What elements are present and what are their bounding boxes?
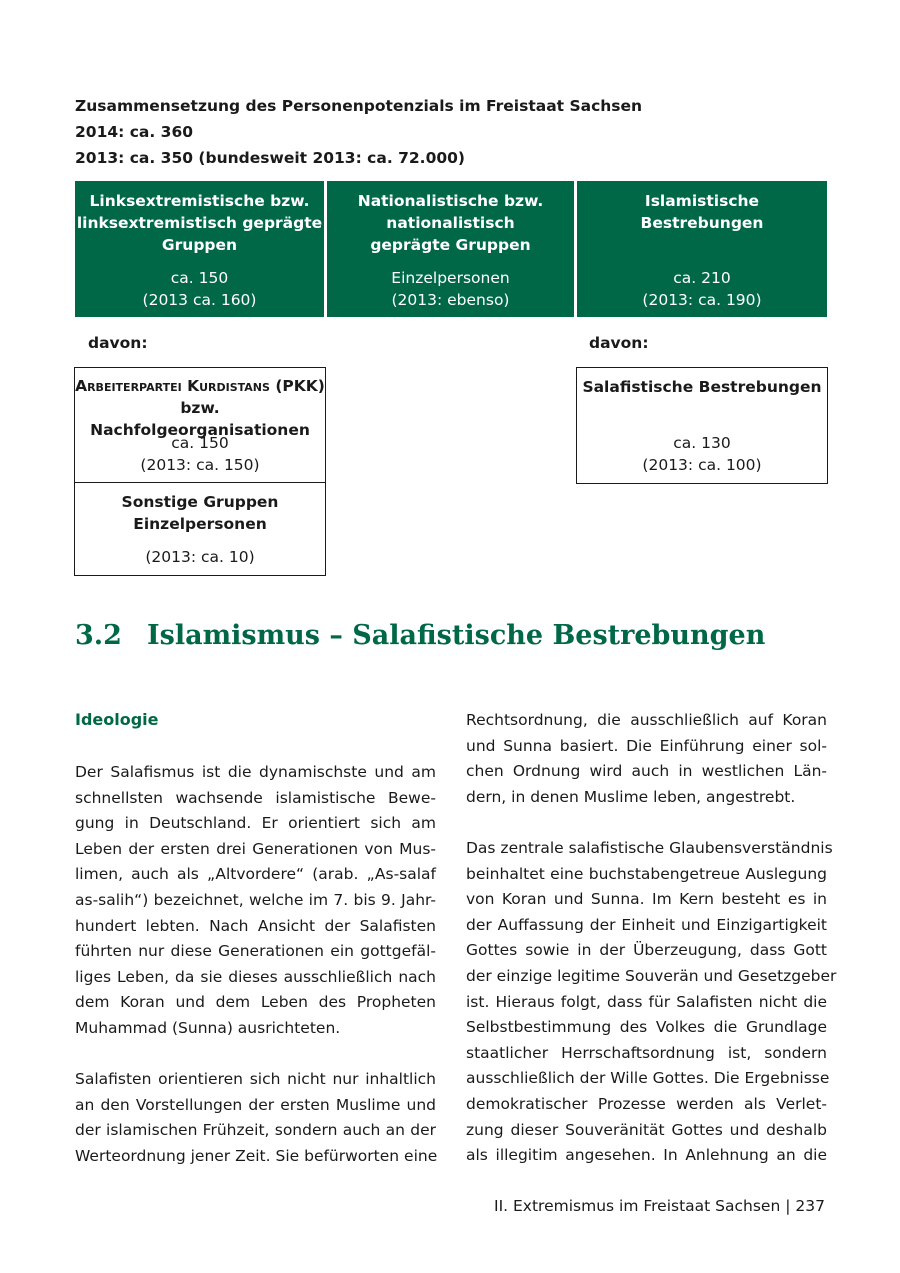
footer-separator: |	[785, 1197, 791, 1215]
text-line: zung dieser Souveränität Gottes und deshalb	[466, 1120, 827, 1139]
box-title-line: bzw. Nachfolgeorganisationen	[90, 399, 310, 439]
footer-text: II. Extremismus im Freistaat Sachsen	[494, 1197, 781, 1215]
box-value-prev: (2013 ca. 160)	[142, 291, 257, 309]
box-title-line: linksextremistisch geprägte	[76, 214, 323, 232]
paragraph	[75, 760, 436, 1042]
text-line: Rechtsordnung, die ausschließlich auf Koran	[466, 711, 827, 729]
subheading: Ideologie	[75, 710, 159, 729]
box-title-line: Nationalistische bzw.	[357, 192, 544, 210]
box-value: ca. 210	[673, 269, 731, 287]
paragraph	[75, 1067, 436, 1169]
text-line: Muhammad (Sunna) ausrichteten.	[75, 1018, 341, 1037]
box-value-prev: (2013: ca. 190)	[642, 291, 762, 309]
text-line: von Koran und Sunna. Im Kern besteht es in	[466, 890, 827, 909]
text-line: staatlicher Herrschaftsordnung ist, sondern	[466, 1043, 827, 1062]
box-title-line: Islamistische	[644, 192, 760, 210]
davon-right-label: davon:	[589, 334, 649, 352]
text-line: chen Ordnung wird auch in westlichen Län-	[466, 762, 827, 781]
caption-2014: 2014: ca. 360	[75, 123, 194, 141]
box-salafist	[576, 367, 828, 484]
text-line: an den Vorstellungen der ersten Muslime und	[75, 1095, 436, 1114]
box-value: ca. 150	[171, 434, 229, 452]
caption-title: Zusammensetzung des Personenpotenzials im Freistaat Sachsen	[75, 97, 643, 115]
text-line: as-salih“) bezeichnet, welche im 7. bis 9. Jahr-	[75, 890, 436, 909]
text-line: der islamischen Frühzeit, sondern auch an der	[75, 1121, 436, 1140]
text-line: Salafisten orientieren sich nicht nur inhaltlich	[75, 1070, 436, 1089]
box-sonstige	[74, 482, 326, 576]
caption-2013: 2013: ca. 350 (bundesweit 2013: ca. 72.000)	[75, 149, 466, 167]
box-title-line: nationalistisch	[386, 214, 515, 232]
text-line: dern, in denen Muslime leben, angestrebt.	[466, 787, 796, 806]
box-value-prev: (2013: ca. 10)	[145, 548, 255, 566]
box-value: ca. 150	[170, 269, 229, 287]
box-values	[75, 432, 325, 476]
text-line: Leben der ersten drei Generationen von Mus-	[75, 839, 436, 858]
text-line: limen, auch als „Altvordere“ (arab. „As-salaf	[75, 865, 436, 884]
box-values	[75, 267, 324, 311]
text-line: Gottes sowie in der Überzeugung, dass Gott	[466, 941, 827, 960]
table-caption	[75, 93, 642, 171]
box-title-line: Sonstige Gruppen	[121, 493, 279, 511]
box-left-extremism	[75, 181, 324, 317]
text-line: Der Salafismus ist die dynamischste und am	[75, 763, 436, 781]
text-line: dem Koran und dem Leben des Propheten	[75, 993, 436, 1012]
box-values	[75, 546, 325, 568]
text-line: demokratischer Prozesse werden als Verlet-	[466, 1094, 827, 1113]
text-line: und Sunna basiert. Die Einführung einer sol-	[466, 736, 827, 755]
text-line: Das zentrale salafistische Glaubensverständnis	[466, 838, 833, 857]
page-footer	[494, 1197, 825, 1215]
box-title-line: Einzelpersonen	[133, 515, 267, 533]
text-line: Werteordnung jener Zeit. Sie befürworten eine	[75, 1146, 438, 1165]
section-heading	[75, 620, 765, 651]
paragraph	[466, 708, 827, 810]
text-line: gung in Deutschland. Er orientiert sich am	[75, 814, 436, 833]
section-title: Islamismus – Salafistische Bestrebungen	[147, 620, 766, 651]
box-title-line: geprägte Gruppen	[370, 236, 531, 254]
text-line: führten nur diese Generationen ein gottgefäl-	[75, 942, 436, 961]
text-line: hundert lebten. Nach Ansicht der Salafisten	[75, 916, 436, 935]
text-line: liges Leben, da sie dieses ausschließlich nach	[75, 967, 436, 986]
text-line: der einzige legitime Souverän und Gesetzgeber	[466, 966, 837, 985]
box-values	[327, 267, 574, 311]
paragraph	[466, 836, 837, 1169]
box-value-prev: (2013: ca. 150)	[140, 456, 260, 474]
text-line: schnellsten wachsende islamistische Bewe-	[75, 788, 436, 807]
box-title-line: Arbeiterpartei Kurdistans (PKK)	[75, 377, 325, 395]
box-values	[577, 267, 827, 311]
box-islamist	[577, 181, 827, 317]
box-value: Einzelpersonen	[391, 269, 510, 287]
left-column	[75, 760, 436, 1170]
text-line: beinhaltet eine buchstabengetreue Auslegung	[466, 864, 827, 883]
page-number: 237	[795, 1197, 825, 1215]
box-title-line: Salafistische Bestrebungen	[582, 378, 822, 396]
box-values	[577, 432, 827, 476]
box-title-line: Gruppen	[161, 236, 238, 254]
text-line: als illegitim angesehen. In Anlehnung an die	[466, 1146, 827, 1165]
section-number: 3.2	[75, 620, 122, 651]
box-value-prev: (2013: ebenso)	[391, 291, 510, 309]
box-title-line: Bestrebungen	[640, 214, 764, 232]
box-value-prev: (2013: ca. 100)	[642, 456, 762, 474]
box-pkk	[74, 367, 326, 484]
text-line: ausschließlich der Wille Gottes. Die Ergebnisse	[466, 1069, 830, 1088]
box-nationalist	[327, 181, 574, 317]
right-column	[466, 708, 837, 1169]
text-line: ist. Hieraus folgt, dass für Salafisten nicht die	[466, 992, 827, 1011]
text-line: Selbstbestimmung des Volkes die Grundlage	[466, 1018, 827, 1037]
box-value: ca. 130	[673, 434, 731, 452]
box-title-line: Linksextremistische bzw.	[89, 192, 310, 210]
davon-left-label: davon:	[88, 334, 148, 352]
text-line: der Auffassung der Einheit und Einzigartigkeit	[466, 915, 827, 934]
